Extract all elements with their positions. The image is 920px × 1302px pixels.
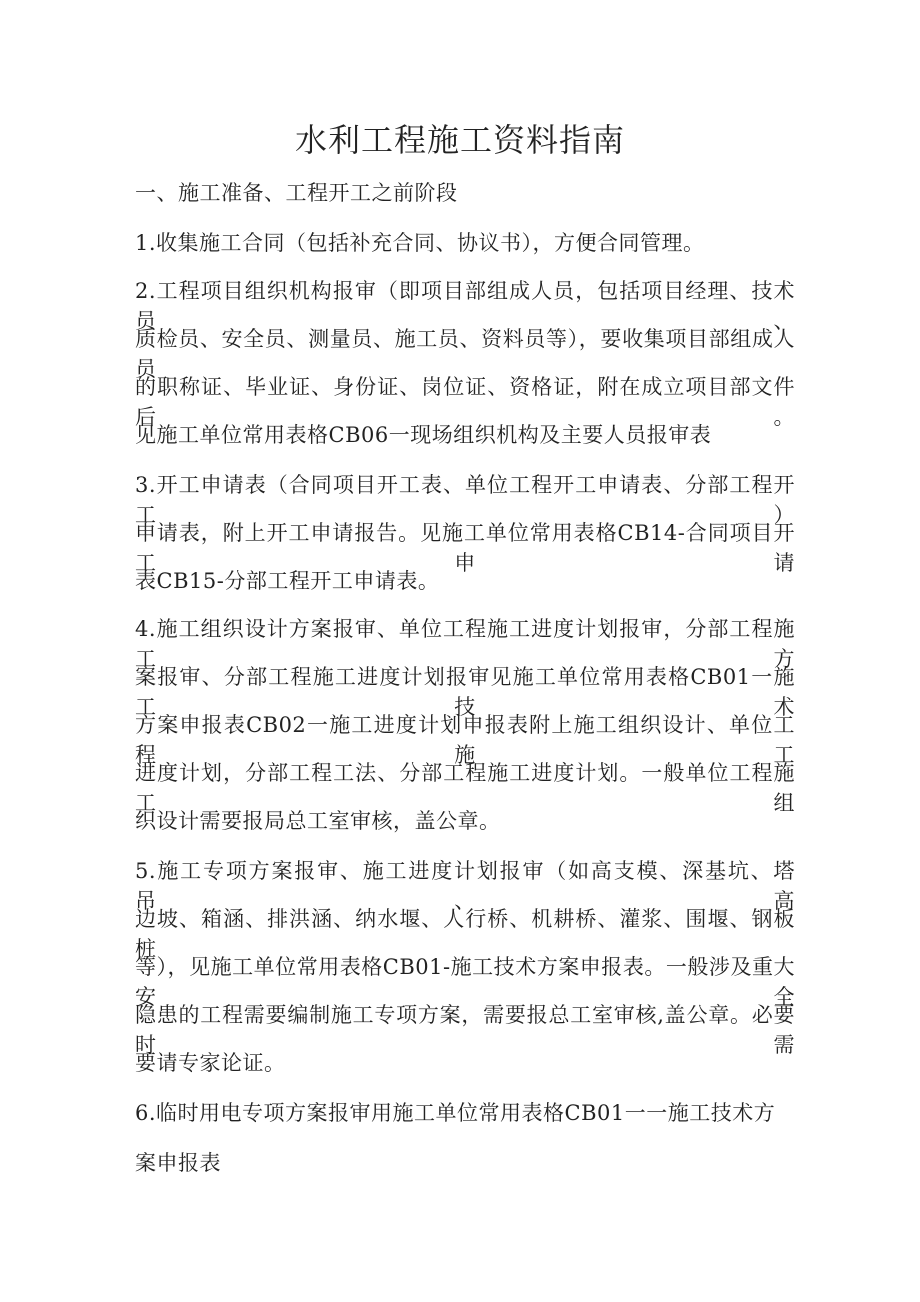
body-line: 4.施工组织设计方案报审、单位工程施工进度计划报审，分部工程施工方 (135, 617, 795, 671)
body-line: 织设计需要报局总工室审核，盖公章。 (135, 809, 501, 833)
body-line: 案报审、分部工程施工进度计划报审见施工单位常用表格CB01一施工技术 (135, 665, 795, 719)
body-line: 见施工单位常用表格CB06一现场组织机构及主要人员报审表 (135, 423, 712, 447)
body-line: 1.收集施工合同（包括补充合同、协议书），方便合同管理。 (135, 231, 705, 255)
body-line: 隐患的工程需要编制施工专项方案，需要报总工室审核,盖公章。必要时需 (135, 1003, 795, 1057)
body-line: 的职称证、毕业证、身份证、岗位证、资格证，附在成立项目部文件后。 (135, 375, 795, 429)
body-line: 3.开工申请表（合同项目开工表、单位工程开工申请表、分部工程开工） (135, 473, 795, 527)
body-line: 要请专家论证。 (135, 1051, 286, 1075)
body-line: 质检员、安全员、测量员、施工员、资料员等），要收集项目部组成人员 (135, 327, 795, 381)
document-title: 水利工程施工资料指南 (294, 121, 625, 159)
body-line: 案申报表 (135, 1151, 221, 1175)
body-line: 申请表，附上开工申请报告。见施工单位常用表格CB14-合同项目开工申请 (135, 521, 795, 575)
section-heading: 一、施工准备、工程开工之前阶段 (135, 181, 458, 205)
body-line: 进度计划，分部工程工法、分部工程施工进度计划。一般单位工程施工组 (135, 761, 795, 815)
body-line: 6.临时用电专项方案报审用施工单位常用表格CB01一一施工技术方 (135, 1101, 776, 1125)
body-line: 边坡、箱涵、排洪涵、纳水堰、人行桥、机耕桥、灌浆、围堰、钢板桩 (135, 907, 795, 961)
body-line: 表CB15-分部工程开工申请表。 (135, 569, 440, 593)
body-line: 2.工程项目组织机构报审（即项目部组成人员，包括项目经理、技术员、 (135, 279, 795, 333)
body-line: 等），见施工单位常用表格CB01-施工技术方案申报表。一般涉及重大安全 (135, 955, 795, 1009)
body-line: 5.施工专项方案报审、施工进度计划报审（如高支模、深基坑、塔吊、高 (135, 859, 795, 913)
body-line: 方案申报表CB02一施工进度计划申报表附上施工组织设计、单位工程施工 (135, 713, 795, 767)
